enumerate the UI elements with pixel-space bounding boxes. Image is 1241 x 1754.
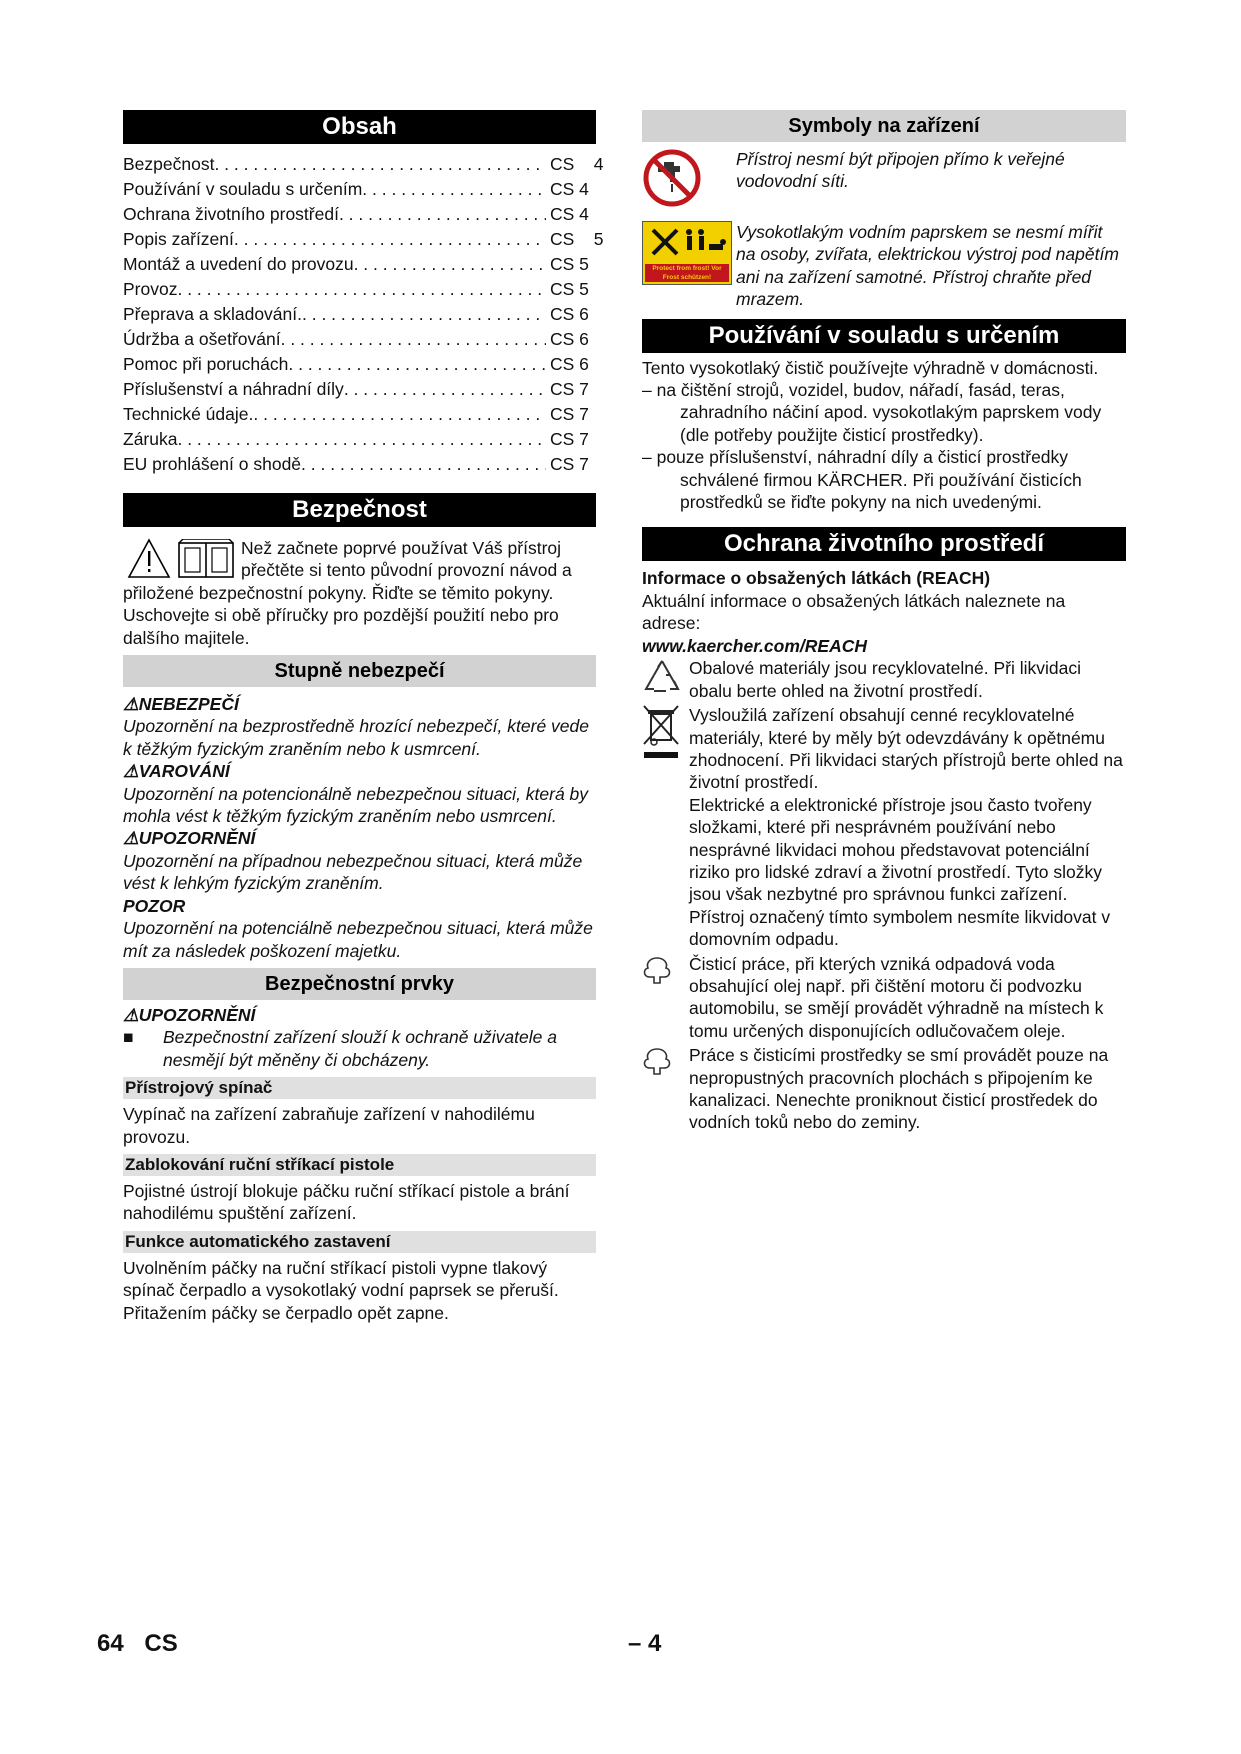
toc-entry-label: Pomoc při poruchách	[123, 354, 289, 374]
intended-use-intro: Tento vysokotlaký čistič používejte výhradně v domácnosti.	[642, 357, 1099, 378]
environment-item	[642, 953, 1126, 1043]
symbol-item	[642, 148, 1126, 213]
toc-leader-dots	[234, 227, 546, 252]
toc-entry-label: Provoz	[123, 279, 178, 299]
intended-use-list	[642, 379, 1126, 513]
toc-entry-page: CS 7	[550, 379, 589, 399]
toc-entry[interactable]	[123, 402, 596, 427]
safety-devices-bullet	[123, 1026, 596, 1071]
danger-level-label: POZOR	[123, 895, 186, 916]
danger-levels	[123, 693, 596, 962]
environment-item	[642, 657, 1126, 702]
toc-entry[interactable]	[123, 252, 596, 277]
subsection-text: Pojistné ústrojí blokuje páčku ruční stříkací pistole a brání nahodilému spuštění zařízení.	[123, 1180, 570, 1224]
toc-leader-dots	[339, 202, 546, 227]
manual-book-icon	[177, 539, 235, 579]
environment-icon	[642, 955, 672, 985]
subsection-title: Přístrojový spínač	[123, 1077, 596, 1099]
toc-title: Obsah	[123, 110, 596, 144]
toc-leader-dots	[301, 452, 546, 477]
intended-use-title: Používání v souladu s určením	[642, 319, 1126, 353]
safety-intro	[123, 537, 596, 649]
environment-text-2: Vysloužilá zařízení obsahují cenné recyklovatelné materiály, které by měly být odevzdávány k opětnému zhodnocení. Při likvidaci starých přístrojů berte ohled na životní prostředí.	[689, 705, 1123, 793]
toc-entry-page: CS 4	[550, 204, 589, 224]
danger-level-text: Upozornění na potenciálně nebezpečnou situaci, která může mít za následek poškození majetku.	[123, 918, 593, 961]
subsection-title: Zablokování ruční stříkací pistole	[123, 1154, 596, 1176]
toc-entry[interactable]	[123, 302, 596, 327]
toc-entry-page: CS 5	[550, 229, 604, 249]
environment-text-2b: Elektrické a elektronické přístroje jsou často tvořeny složkami, které při nesprávném používání nebo nesprávné likvidaci mohou představovat potenciální riziko pro lidské zdraví a životní prostředí. Tyto složky jsou však nezbytné pro správnou funkci zařízení. Přístroj označený tímto symbolem nesmíte likvidovat v domovním odpadu.	[689, 794, 1111, 950]
environment-icon	[642, 1046, 672, 1076]
footer-center: – 4	[628, 1630, 662, 1657]
toc-leader-dots	[288, 352, 546, 377]
toc-entry-page: CS 6	[550, 329, 589, 349]
reach-url[interactable]: www.kaercher.com/REACH	[642, 635, 867, 656]
toc-entry-page: CS 7	[550, 429, 589, 449]
toc-leader-dots	[177, 427, 546, 452]
danger-level-label: ⚠NEBEZPEČÍ	[123, 694, 239, 715]
environment-title: Ochrana životního prostředí	[642, 527, 1126, 561]
toc-entry[interactable]	[123, 277, 596, 302]
right-column	[642, 110, 1126, 1134]
toc-entry-label: Záruka	[123, 429, 178, 449]
environment-text-3: Čisticí práce, při kterých vzniká odpadová voda obsahující olej např. při čištění motoru či podvozku automobilu, se smějí provádět výhradně na místech k tomu určených disponujících odlučovačem oleje.	[689, 953, 1104, 1041]
environment-item	[642, 1044, 1126, 1134]
toc-entry-page: CS 5	[550, 279, 589, 299]
symbol-icon-cell	[642, 221, 736, 311]
toc-leader-dots	[354, 252, 546, 277]
toc-entry-label: Technické údaje.	[123, 404, 254, 424]
subsection-text: Uvolněním páčky na ruční stříkací pistoli vypne tlakový spínač čerpadlo a vysokotlaký vodní paprsek se přeruší. Přitažením páčky se čerpadlo opět zapne.	[123, 1257, 559, 1323]
safety-devices-title: Bezpečnostní prvky	[123, 968, 596, 1000]
subsection-title: Funkce automatického zastavení	[123, 1231, 596, 1253]
symbol-item	[642, 221, 1126, 311]
environment-text-4: Práce s čisticími prostředky se smí provádět pouze na nepropustných pracovních plochách s připojením ke kanalizaci. Nenechte proniknout čisticí prostředek do vodních toků nebo do zeminy.	[689, 1045, 1109, 1133]
language-code: CS	[144, 1630, 178, 1657]
crossed-bin-icon	[642, 704, 682, 762]
safety-icons	[123, 537, 241, 581]
reach-title: Informace o obsažených látkách (REACH)	[642, 568, 991, 589]
toc-entry-label: Používání v souladu s určením	[123, 179, 363, 199]
toc-leader-dots	[214, 152, 546, 177]
toc-entry-page: CS 6	[550, 354, 589, 374]
toc-leader-dots	[362, 177, 546, 202]
toc-entry-page: CS 4	[550, 154, 604, 174]
toc-entry-page: CS 7	[550, 404, 589, 424]
recycle-icon	[642, 657, 682, 697]
toc-entry-page: CS 5	[550, 254, 589, 274]
danger-level-text: Upozornění na potencionálně nebezpečnou situaci, která by mohla vést k těžkým fyzickým zraněním nebo usmrcení.	[123, 783, 589, 827]
intended-use-item: – pouze příslušenství, náhradní díly a čisticí prostředky schválené firmou KÄRCHER. Při používání čisticích prostředků se řiďte pokyny na nich uvedenými.	[642, 447, 1082, 513]
safety-devices-label: ⚠UPOZORNĚNÍ	[123, 1004, 256, 1025]
page-number: 64	[97, 1630, 124, 1657]
frost-caption: Protect from frost! Vor Frost schützen!	[645, 264, 729, 282]
toc-entry-label: Bezpečnost	[123, 154, 215, 174]
symbol-icon-cell	[642, 148, 736, 213]
toc-entry-page: CS 7	[550, 454, 589, 474]
no-water-tap-icon	[642, 148, 702, 208]
environment-item	[642, 704, 1126, 950]
icon-cell	[642, 657, 689, 702]
danger-levels-title: Stupně nebezpečí	[123, 655, 596, 687]
safety-intro-text: Než začnete poprvé používat Váš přístroj přečtěte si tento původní provozní návod a přiložené bezpečnostní pokyny. Řiďte se těmito pokyny. Uschovejte si obě příručky pro pozdější použití nebo pro dalšího majitele.	[123, 538, 572, 648]
toc-entry[interactable]	[123, 152, 604, 177]
toc-entry-label: EU prohlášení o shodě	[123, 454, 302, 474]
toc-entry-label: Přeprava a skladování.	[123, 304, 302, 324]
toc-leader-dots	[281, 327, 546, 352]
toc-entry-label: Údržba a ošetřování	[123, 329, 281, 349]
subsection-text: Vypínač na zařízení zabraňuje zařízení v nahodilému provozu.	[123, 1104, 535, 1147]
symbols-title: Symboly na zařízení	[642, 110, 1126, 142]
toc-leader-dots	[344, 377, 546, 402]
intended-use-item: – na čištění strojů, vozidel, budov, nářadí, fasád, teras, zahradního náčiní apod. vysokotlakým paprskem vody (dle potřeby použijte čisticí prostředky).	[642, 380, 1102, 445]
environment-text-block	[689, 704, 1126, 950]
symbol-text-1: Přístroj nesmí být připojen přímo k veřejné vodovodní síti.	[736, 149, 1065, 192]
safety-devices-bullet-text: Bezpečnostní zařízení slouží k ochraně uživatele a nesmějí být měněny či obcházeny.	[163, 1027, 557, 1070]
toc-leader-dots	[302, 302, 546, 327]
toc-entry-page: CS 4	[550, 179, 589, 199]
toc-entry[interactable]	[123, 452, 596, 477]
left-column	[123, 110, 604, 1324]
reach-text: Aktuální informace o obsažených látkách naleznete na adrese:	[642, 590, 1066, 634]
toc-entry-label: Montáž a uvedení do provozu	[123, 254, 354, 274]
footer-page	[97, 1630, 178, 1658]
toc-entry[interactable]	[123, 327, 596, 352]
danger-level-text: Upozornění na případnou nebezpečnou situaci, která může vést k lehkým fyzickým zraněním.	[123, 850, 583, 894]
toc-entry-label: Příslušenství a náhradní díly	[123, 379, 344, 399]
toc-entry[interactable]	[123, 427, 596, 452]
warning-triangle-icon	[127, 537, 171, 579]
safety-title: Bezpečnost	[123, 493, 596, 527]
toc-entry[interactable]	[123, 377, 596, 402]
no-spray-people-icon	[642, 221, 732, 285]
safety-subsections	[123, 1077, 596, 1324]
bullet-square-icon: ■	[123, 1027, 134, 1048]
toc-entry-page: CS 6	[550, 304, 589, 324]
danger-level-label: ⚠UPOZORNĚNÍ	[123, 828, 256, 849]
toc-entry-label: Ochrana životního prostředí	[123, 204, 339, 224]
danger-level-text: Upozornění na bezprostředně hrozící nebezpečí, které vede k těžkým fyzickým zraněním nebo k usmrcení.	[123, 716, 589, 759]
toc-entry[interactable]	[123, 202, 596, 227]
toc-entry[interactable]	[123, 177, 596, 202]
toc-list	[123, 152, 604, 477]
icon-cell	[642, 1044, 689, 1134]
symbol-text-2: Vysokotlakým vodním paprskem se nesmí mířit na osoby, zvířata, elektrickou výstroj pod napětím ani na zařízení samotné. Přístroj chraňte před mrazem.	[736, 222, 1119, 310]
icon-cell	[642, 704, 689, 950]
toc-leader-dots	[253, 402, 546, 427]
toc-entry-label: Popis zařízení	[123, 229, 234, 249]
danger-level-label: ⚠VAROVÁNÍ	[123, 761, 230, 782]
environment-text-1: Obalové materiály jsou recyklovatelné. Při likvidaci obalu berte ohled na životní prostředí.	[689, 658, 1081, 701]
toc-entry[interactable]	[123, 227, 604, 252]
toc-entry[interactable]	[123, 352, 596, 377]
icon-cell	[642, 953, 689, 1043]
toc-leader-dots	[177, 277, 546, 302]
